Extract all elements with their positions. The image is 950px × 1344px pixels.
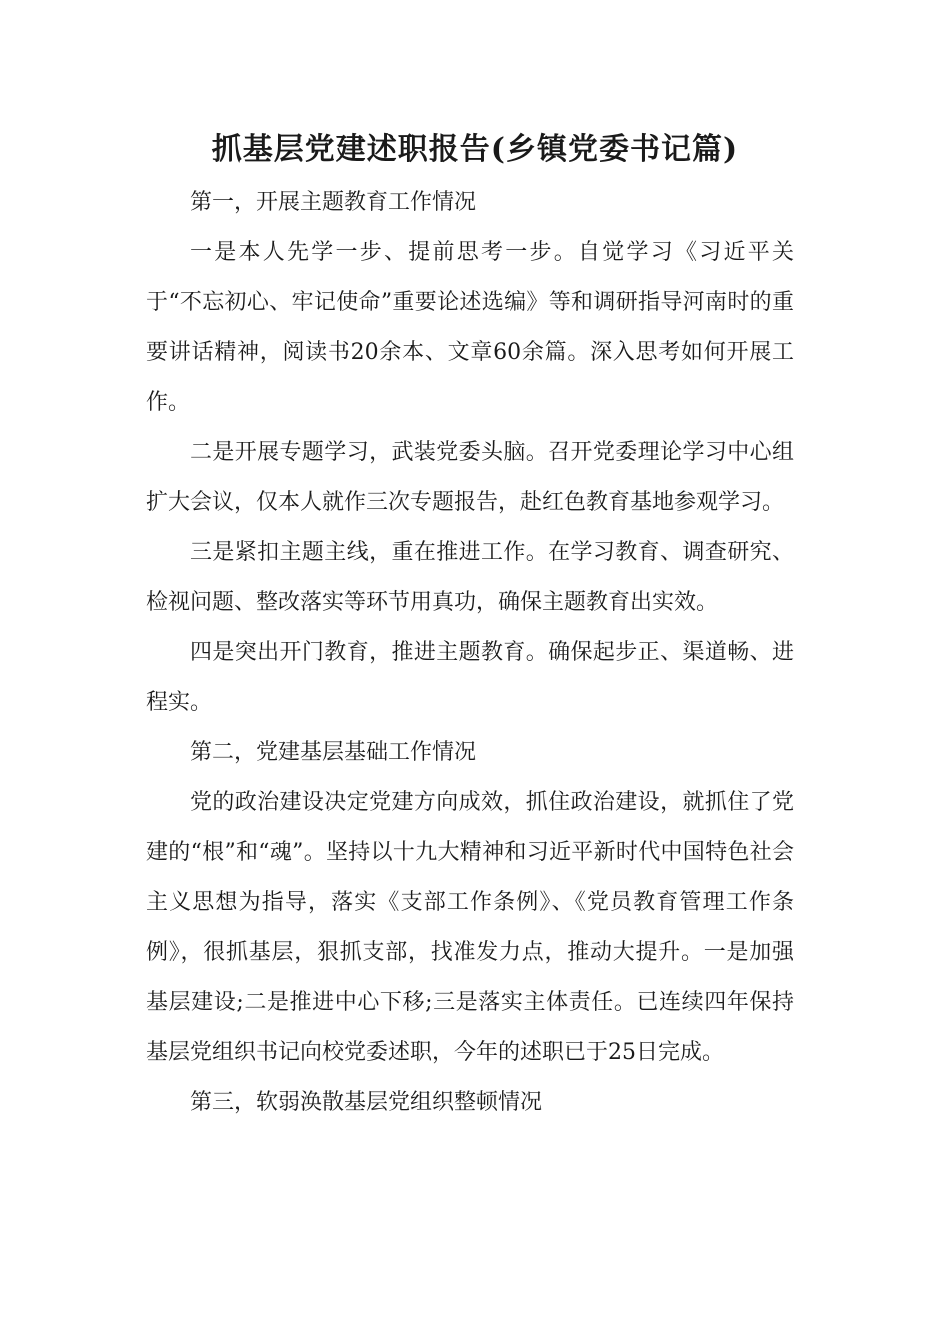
section-heading-3: 第三，软弱涣散基层党组织整顿情况 bbox=[190, 1090, 543, 1115]
paragraph: 三是紧扣主题主线，重在推进工作。在学习教育、调查研究、检视问题、整改落实等环节用真功，确保主题教育出实效。 bbox=[146, 540, 794, 615]
section-heading-2: 第二，党建基层基础工作情况 bbox=[190, 740, 477, 765]
paragraph: 一是本人先学一步、提前思考一步。自觉学习《习近平关于“不忘初心、牢记使命”重要论述选编》等和调研指导河南时的重要讲话精神，阅读书20余本、文章60余篇。深入思考如何开展工作。 bbox=[146, 240, 794, 415]
paragraph: 党的政治建设决定党建方向成效，抓住政治建设，就抓住了党建的“根”和“魂”。坚持以十九大精神和习近平新时代中国特色社会主义思想为指导，落实《支部工作条例》、《党员教育管理工作条例》，很抓基层，狠抓支部，找准发力点，推动大提升。一是加强基层建设;二是推进中心下移;三是落实主体责任。已连续四年保持基层党组织书记向校党委述职，今年的述职已于25日完成。 bbox=[146, 790, 794, 1065]
paragraph: 二是开展专题学习，武装党委头脑。召开党委理论学习中心组扩大会议，仅本人就作三次专题报告，赴红色教育基地参观学习。 bbox=[146, 440, 794, 515]
document-title: 抓基层党建述职报告(乡镇党委书记篇) bbox=[211, 132, 739, 167]
document-body bbox=[146, 178, 794, 1128]
paragraph: 四是突出开门教育，推进主题教育。确保起步正、渠道畅、进程实。 bbox=[146, 640, 794, 715]
section-heading-1: 第一，开展主题教育工作情况 bbox=[190, 190, 477, 215]
